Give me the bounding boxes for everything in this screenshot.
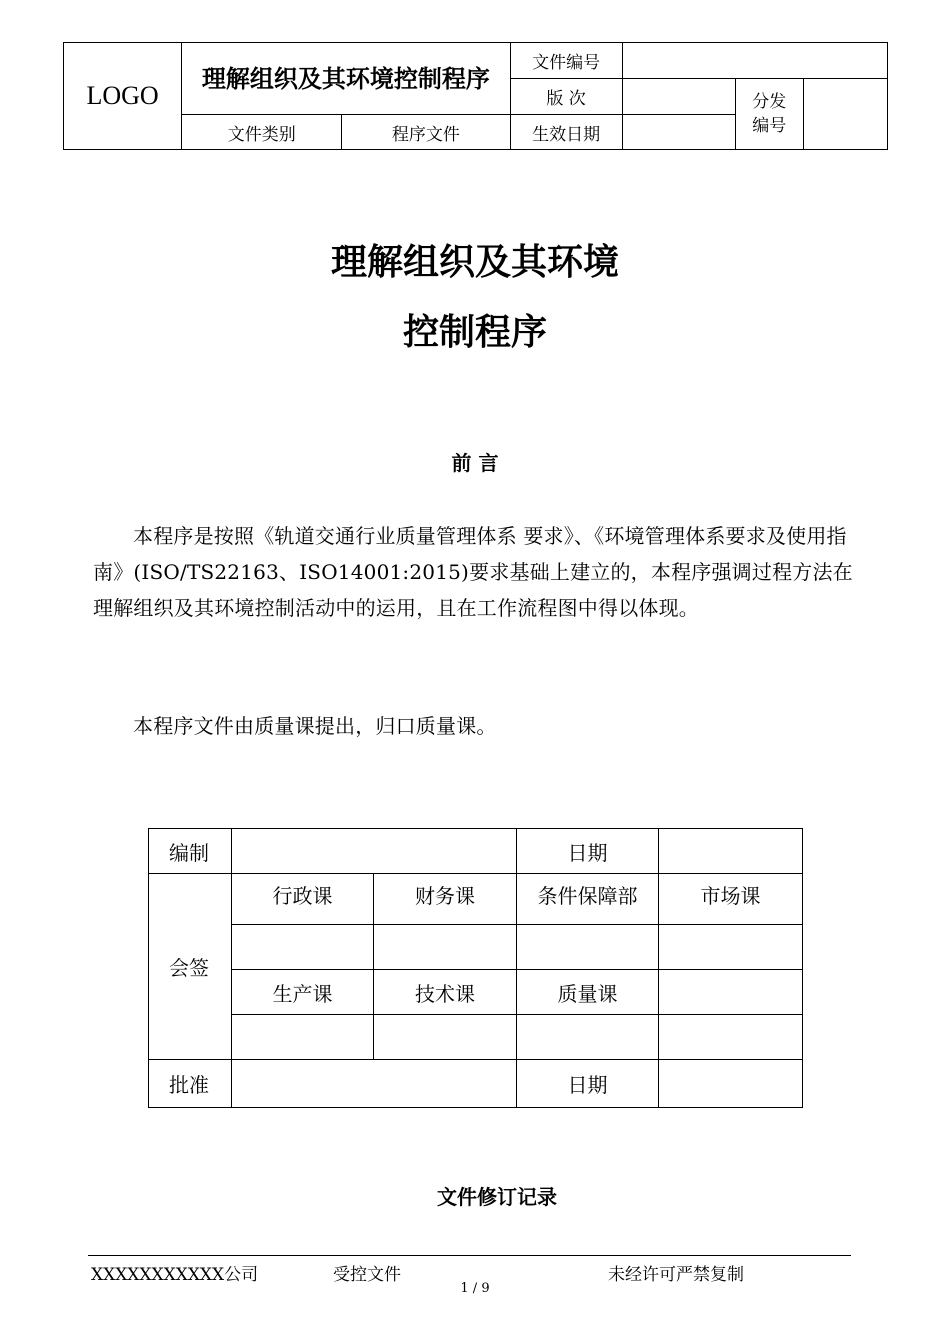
approved-date-label: 日期 — [517, 1060, 659, 1108]
preface-heading: 前 言 — [451, 451, 499, 475]
dept-marketing: 市场课 — [659, 874, 803, 925]
sign-cell — [659, 925, 803, 970]
effective-date-value — [622, 115, 735, 150]
countersign-label: 会签 — [149, 874, 232, 1060]
dept-admin: 行政课 — [232, 874, 374, 925]
prepared-value — [232, 829, 517, 874]
sign-cell — [517, 925, 659, 970]
dept-finance: 财务课 — [374, 874, 517, 925]
approval-table — [148, 828, 803, 1108]
version-value — [622, 79, 735, 115]
prepared-date-label: 日期 — [517, 829, 659, 874]
doc-number-label: 文件编号 — [510, 43, 622, 79]
approved-value — [232, 1060, 517, 1108]
main-title-line1: 理解组织及其环境 — [330, 242, 619, 283]
footer-controlled: 受控文件 — [333, 1265, 401, 1285]
main-title-line2: 控制程序 — [402, 312, 547, 353]
preface-paragraph-1 — [93, 518, 863, 626]
page-number: 1 / 9 — [460, 1281, 490, 1296]
sign-cell — [659, 1015, 803, 1060]
preface-text-2: 本程序文件由质量课提出，归口质量课。 — [133, 714, 497, 738]
sign-cell — [517, 1015, 659, 1060]
dept-facilities: 条件保障部 — [517, 874, 659, 925]
sign-cell — [374, 925, 517, 970]
sign-cell — [374, 1015, 517, 1060]
footer-divider — [88, 1255, 851, 1256]
revision-heading: 文件修订记录 — [437, 1185, 557, 1209]
sign-cell — [232, 925, 374, 970]
effective-date-label: 生效日期 — [510, 115, 622, 150]
dist-label: 分发编号 — [735, 79, 803, 150]
preface-paragraph-2 — [93, 708, 863, 744]
footer-notice: 未经许可严禁复制 — [608, 1265, 744, 1285]
prepared-date-value — [659, 829, 803, 874]
sign-cell — [232, 1015, 374, 1060]
version-label: 版 次 — [510, 79, 622, 115]
category-label: 文件类别 — [182, 115, 342, 150]
dept-quality: 质量课 — [517, 970, 659, 1015]
document-header-table — [63, 42, 888, 150]
preface-text-1: 本程序是按照《轨道交通行业质量管理体系 要求》、《环境管理体系要求及使用指南》(ISO/TS22163、ISO14001:2015)要求基础上建立的，本程序强调过程方法在理解组织及其环境控制活动中的运用，且在工作流程图中得以体现。 — [93, 524, 853, 620]
dept-empty — [659, 970, 803, 1015]
prepared-label: 编制 — [149, 829, 232, 874]
approved-label: 批准 — [149, 1060, 232, 1108]
dept-technical: 技术课 — [374, 970, 517, 1015]
dist-value — [803, 79, 887, 150]
dept-production: 生产课 — [232, 970, 374, 1015]
footer-company: XXXXXXXXXXX公司 — [91, 1265, 259, 1285]
logo: LOGO — [64, 43, 182, 150]
category-value: 程序文件 — [342, 115, 510, 150]
doc-number-value — [622, 43, 887, 79]
approved-date-value — [659, 1060, 803, 1108]
header-doc-title: 理解组织及其环境控制程序 — [182, 43, 510, 115]
